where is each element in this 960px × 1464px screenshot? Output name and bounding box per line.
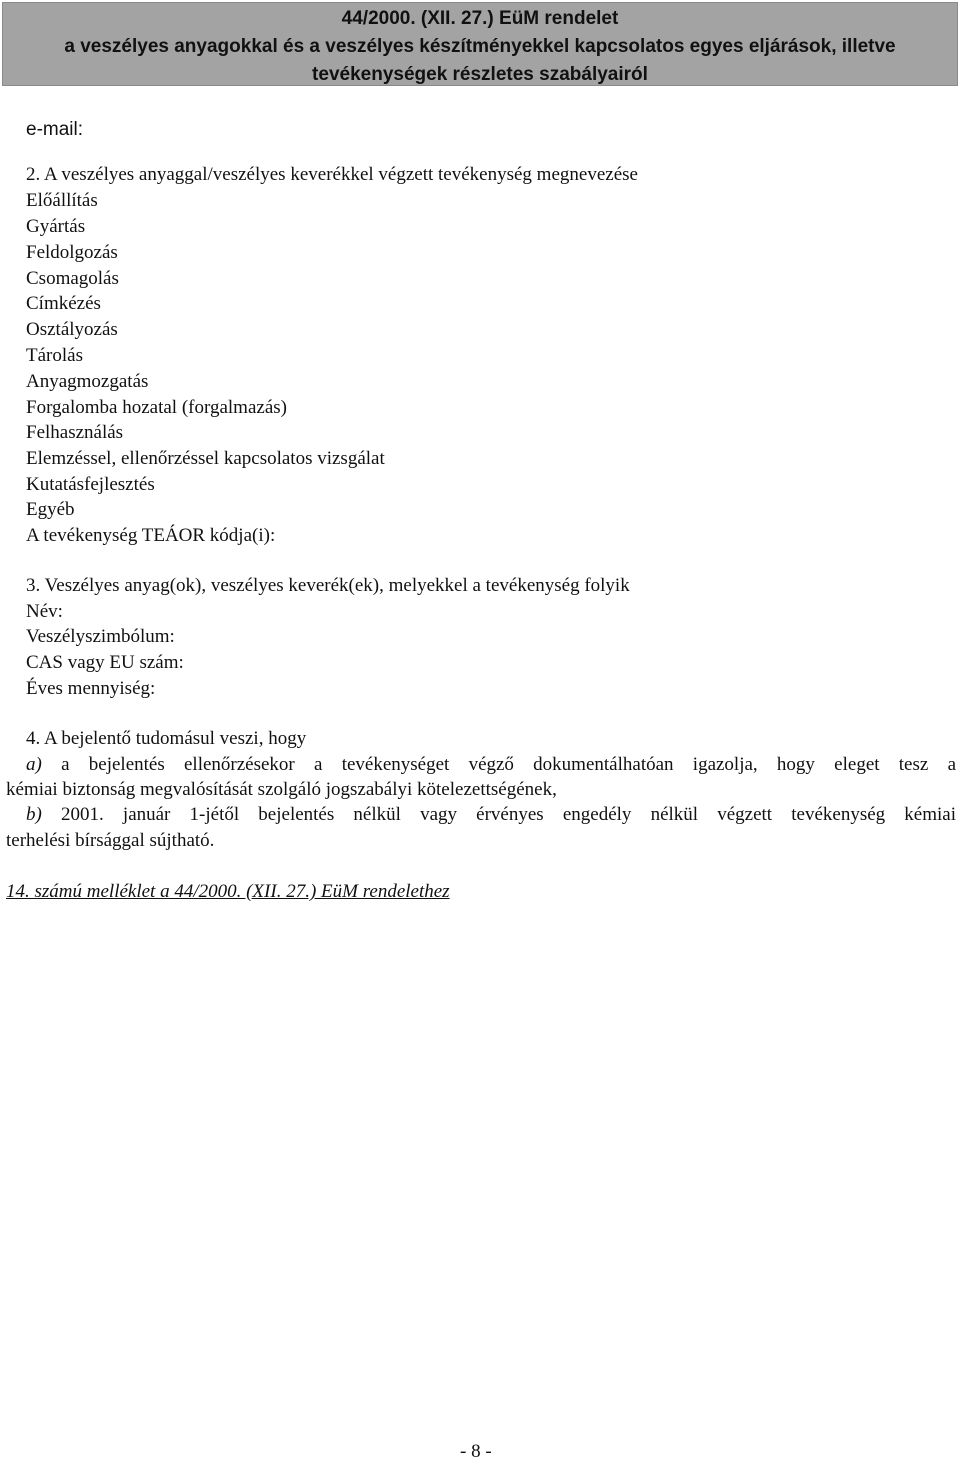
list-item: Elemzéssel, ellenőrzéssel kapcsolatos vizsgálat [26, 448, 385, 469]
annex-link[interactable]: 14. számú melléklet a 44/2000. (XII. 27.) EüM rendelethez [6, 881, 450, 902]
section-4-title: 4. A bejelentő tudomásul veszi, hogy [26, 728, 307, 749]
section-3-title: 3. Veszélyes anyag(ok), veszélyes keverék(ek), melyekkel a tevékenység folyik [26, 575, 630, 596]
list-item: Címkézés [26, 293, 101, 314]
teaor-code-label: A tevékenység TEÁOR kódja(i): [26, 525, 276, 546]
list-item: Anyagmozgatás [26, 371, 149, 392]
hazard-symbol-field-label: Veszélyszimbólum: [26, 626, 175, 647]
list-item: Osztályozás [26, 319, 118, 340]
list-item: Tárolás [26, 345, 83, 366]
list-item: Csomagolás [26, 268, 119, 289]
page-number: - 8 - [460, 1441, 492, 1462]
name-field-label: Név: [26, 601, 63, 622]
email-label: e-mail: [26, 119, 84, 140]
header-subtitle-line2: tevékenységek részletes szabályairól [312, 64, 648, 85]
list-item: Egyéb [26, 499, 75, 520]
clause-a-line1 [6, 753, 956, 777]
annual-quantity-field-label: Éves mennyiség: [26, 678, 156, 699]
list-item: Feldolgozás [26, 242, 118, 263]
document-header [2, 2, 958, 86]
clause-a-text: a bejelentés ellenőrzésekor a tevékenységet végző dokumentálhatóan igazolja, hogy eleget tesz a [61, 754, 957, 775]
header-subtitle-line1: a veszélyes anyagokkal és a veszélyes készítményekkel kapcsolatos egyes eljárások, illetve [64, 36, 896, 57]
header-title: 44/2000. (XII. 27.) EüM rendelet [341, 8, 619, 29]
clause-a-marker: a) [26, 754, 42, 775]
list-item: Gyártás [26, 216, 86, 237]
list-item: Kutatásfejlesztés [26, 474, 155, 495]
clause-b-marker: b) [26, 804, 42, 825]
list-item: Előállítás [26, 190, 98, 211]
clause-a-line2: kémiai biztonság megvalósítását szolgáló jogszabályi kötelezettségének, [6, 779, 557, 800]
list-item: Forgalomba hozatal (forgalmazás) [26, 397, 287, 418]
section-2-title: 2. A veszélyes anyaggal/veszélyes keverékkel végzett tevékenység megnevezése [26, 164, 638, 185]
clause-b-text: 2001. január 1-jétől bejelentés nélkül vagy érvényes engedély nélkül végzett tevékenység kémiai [61, 804, 957, 825]
cas-eu-number-field-label: CAS vagy EU szám: [26, 652, 184, 673]
list-item: Felhasználás [26, 422, 124, 443]
clause-b-line2: terhelési bírsággal sújtható. [6, 830, 215, 851]
clause-b-line1 [6, 803, 956, 827]
